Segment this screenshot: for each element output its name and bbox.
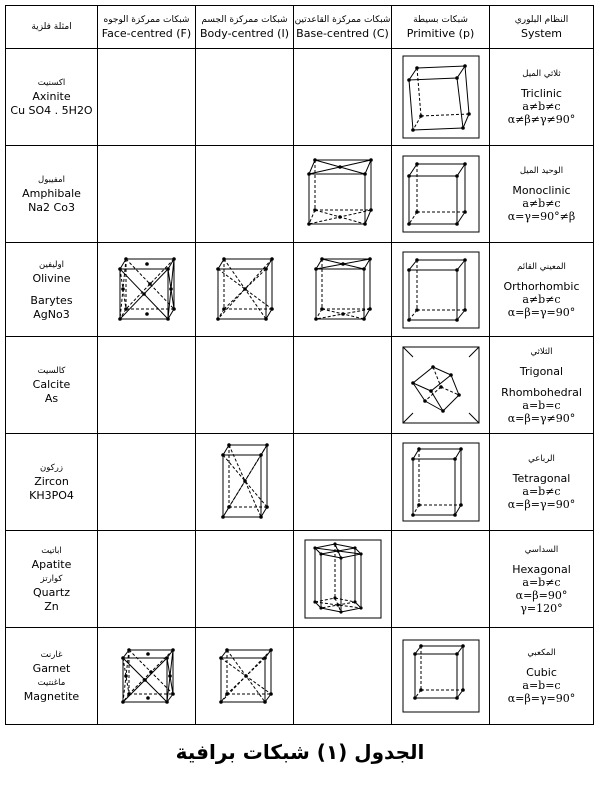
table-caption: الجدول (١) شبكات برافية <box>175 740 425 764</box>
header-body-en: Body-centred (I) <box>200 27 289 40</box>
body-centred-cell-empty <box>196 49 294 146</box>
system-ar: المكعبي <box>527 648 556 658</box>
example-ar: ماغنتيت <box>37 678 66 688</box>
example-en: Zircon <box>34 475 69 488</box>
monoclinic-primitive-diagram <box>399 152 483 236</box>
system-cell-hexagonal <box>490 531 594 628</box>
axis-relation: a=b=c <box>522 398 561 412</box>
header-face-en: Face-centred (F) <box>101 27 192 40</box>
header-face-centred <box>98 6 196 49</box>
trigonal-primitive-diagram <box>399 343 483 427</box>
axis-relation: a=b≠c <box>522 575 561 589</box>
header-primitive-en: Primitive (p) <box>406 27 475 40</box>
base-centred-cell-empty <box>294 628 392 725</box>
example-en: Magnetite <box>23 690 80 703</box>
triclinic-primitive-diagram <box>399 52 483 142</box>
header-examples <box>6 6 98 49</box>
header-system-en: System <box>520 27 563 40</box>
example-ar: اباتيت <box>41 546 62 556</box>
system-ar: المعيني القائم <box>517 261 566 272</box>
body-centred-cell-empty <box>196 531 294 628</box>
example-en: Garnet <box>32 662 71 675</box>
body-centred-cell <box>196 628 294 725</box>
system-en: Triclinic <box>521 87 562 100</box>
examples-cell <box>6 628 98 725</box>
header-body-ar: شبكات ممركزة الجسم <box>201 15 288 25</box>
orthorhombic-base-centred-diagram <box>308 253 378 327</box>
table-row-tetragonal <box>6 434 594 531</box>
cubic-primitive-diagram <box>399 636 483 716</box>
primitive-cell <box>392 243 490 337</box>
example-ar: اكسنيت <box>37 78 66 88</box>
table-row-orthorhombic <box>6 243 594 337</box>
table-row-triclinic <box>6 49 594 146</box>
orthorhombic-primitive-diagram <box>399 248 483 332</box>
example-en: Olivine <box>32 271 71 285</box>
base-centred-cell-empty <box>294 49 392 146</box>
hexagonal-base-centred-diagram <box>301 536 385 622</box>
face-centred-cell <box>98 628 196 725</box>
example-ar: امفيبول <box>38 175 65 185</box>
face-centred-cell-empty <box>98 49 196 146</box>
examples-cell <box>6 146 98 243</box>
table-row-hexagonal <box>6 531 594 628</box>
header-base-centred <box>294 6 392 49</box>
tetragonal-body-centred-diagram <box>215 439 275 525</box>
example-ar: كالسيت <box>37 366 66 376</box>
table-row-trigonal <box>6 337 594 434</box>
system-ar: ثلاثي الميل <box>522 69 561 79</box>
axis-relation: a=b≠c <box>522 485 561 498</box>
face-centred-cell-empty <box>98 146 196 243</box>
header-row <box>6 6 594 49</box>
header-system-ar: النظام البلوري <box>514 15 569 25</box>
face-centred-cell-empty <box>98 337 196 434</box>
system-ar: الوحيد الميل <box>519 166 564 176</box>
examples-cell <box>6 243 98 337</box>
example-en: Zn <box>44 600 59 613</box>
system-en: Cubic <box>526 666 557 679</box>
examples-cell <box>6 531 98 628</box>
angle-relation: α=β=γ=90° <box>507 692 576 705</box>
example-en: Cu SO4 . 5H2O <box>10 104 93 117</box>
system-cell-orthorhombic <box>490 243 594 337</box>
angle-relation: α≠β≠γ≠90° <box>507 113 576 126</box>
example-en: Na2 Co3 <box>28 201 75 214</box>
system-ar: الثلاثي <box>530 346 553 357</box>
cubic-body-centred-diagram <box>213 644 277 708</box>
axis-relation: a≠b≠c <box>522 100 561 113</box>
example-en: Calcite <box>32 378 71 391</box>
header-base-ar: شبكات ممركزة القاعدتين <box>294 15 391 25</box>
system-cell-cubic <box>490 628 594 725</box>
primitive-cell <box>392 628 490 725</box>
system-en-alt: Rhombohedral <box>501 385 582 399</box>
example-ar: زركون <box>40 463 63 473</box>
system-cell-monoclinic <box>490 146 594 243</box>
header-body-centred <box>196 6 294 49</box>
examples-cell <box>6 49 98 146</box>
system-cell-triclinic <box>490 49 594 146</box>
system-en: Monoclinic <box>512 184 571 197</box>
angle-relation: α=γ=90°≠β <box>507 210 576 223</box>
header-base-en: Base-centred (C) <box>296 27 389 40</box>
examples-cell <box>6 434 98 531</box>
gamma-relation: γ=120° <box>520 601 563 615</box>
example-en: AgNo3 <box>33 307 70 321</box>
body-centred-cell-empty <box>196 337 294 434</box>
system-en: Tetragonal <box>512 472 571 485</box>
base-centred-cell <box>294 146 392 243</box>
header-primitive-ar: شبكات بسيطة <box>413 15 468 25</box>
system-cell-tetragonal <box>490 434 594 531</box>
monoclinic-base-centred-diagram <box>303 152 383 236</box>
angle-relation: α=β=γ=90° <box>507 498 576 511</box>
example-en: Barytes <box>30 293 73 307</box>
axis-relation: a=b=c <box>522 679 561 692</box>
orthorhombic-face-centred-diagram <box>112 253 182 327</box>
angle-relation: α=β=90° <box>515 588 568 602</box>
body-centred-cell <box>196 243 294 337</box>
table-row-cubic <box>6 628 594 725</box>
table-row-monoclinic <box>6 146 594 243</box>
axis-relation: a≠b≠c <box>522 197 561 210</box>
primitive-cell <box>392 434 490 531</box>
face-centred-cell <box>98 243 196 337</box>
primitive-cell <box>392 49 490 146</box>
bravais-lattice-table <box>5 5 594 725</box>
base-centred-cell-empty <box>294 434 392 531</box>
header-system <box>490 6 594 49</box>
tetragonal-primitive-diagram <box>399 439 483 525</box>
example-en: Axinite <box>32 90 71 103</box>
body-centred-cell-empty <box>196 146 294 243</box>
system-ar: السداسي <box>524 544 559 555</box>
primitive-cell <box>392 146 490 243</box>
example-ar: غارنت <box>40 650 63 660</box>
system-en: Hexagonal <box>512 562 571 576</box>
base-centred-cell <box>294 243 392 337</box>
cubic-face-centred-diagram <box>115 644 179 708</box>
system-ar: الرباعي <box>528 454 555 464</box>
example-ar: اوليفين <box>39 259 64 270</box>
base-centred-cell-empty <box>294 337 392 434</box>
primitive-cell <box>392 337 490 434</box>
example-ar: كوارتز <box>40 574 63 584</box>
body-centred-cell <box>196 434 294 531</box>
system-cell-trigonal <box>490 337 594 434</box>
system-en: Trigonal <box>519 364 564 378</box>
base-centred-cell <box>294 531 392 628</box>
angle-relation: α=β=γ=90° <box>507 305 576 319</box>
axis-relation: a≠b≠c <box>522 292 561 306</box>
system-en: Orthorhombic <box>503 279 580 293</box>
example-en: Amphibale <box>22 187 81 200</box>
face-centred-cell-empty <box>98 531 196 628</box>
example-en: KH3PO4 <box>29 489 74 502</box>
header-examples-ar: امثلة فلزية <box>31 22 72 32</box>
header-primitive <box>392 6 490 49</box>
header-face-ar: شبكات ممركزة الوجوه <box>103 15 190 25</box>
example-en: Apatite <box>31 558 72 571</box>
face-centred-cell-empty <box>98 434 196 531</box>
examples-cell <box>6 337 98 434</box>
angle-relation: α=β=γ≠90° <box>507 411 576 425</box>
example-en: Quartz <box>33 586 70 599</box>
orthorhombic-body-centred-diagram <box>210 253 280 327</box>
primitive-cell-empty <box>392 531 490 628</box>
example-en: As <box>44 392 59 405</box>
